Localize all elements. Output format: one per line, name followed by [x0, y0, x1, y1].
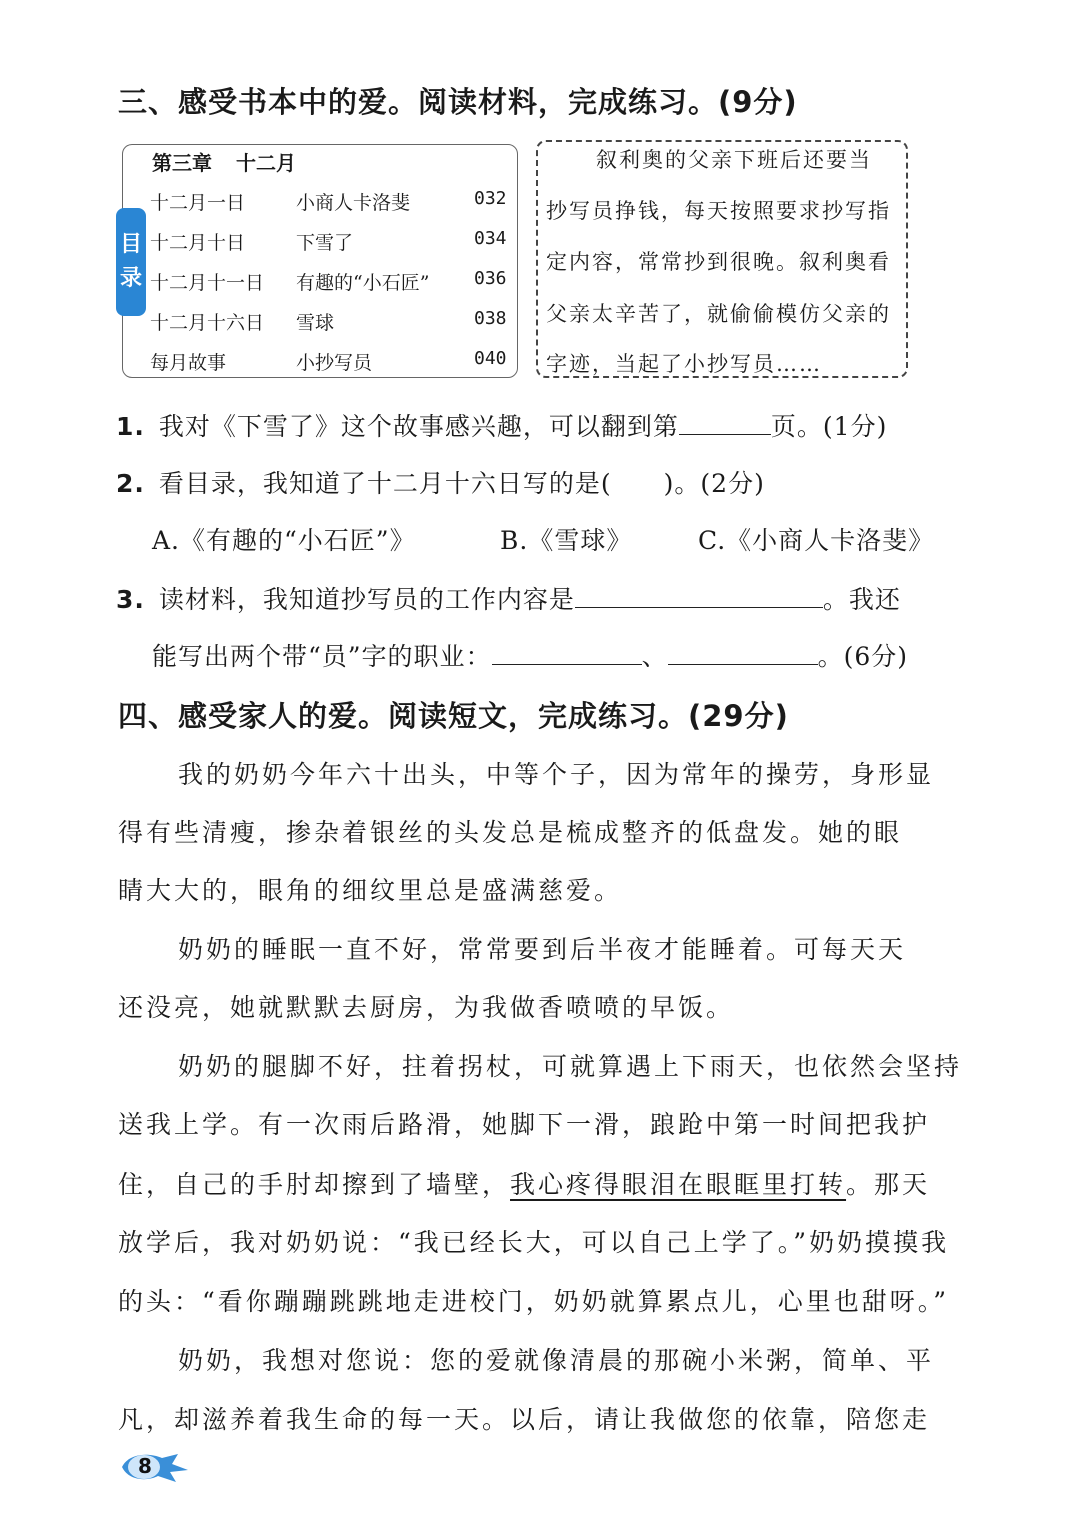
toc-header — [152, 147, 320, 176]
table-of-contents — [119, 144, 518, 378]
material-line: 抄写员挣钱，每天按照要求抄写指 — [546, 199, 891, 223]
question-1 — [116, 407, 887, 443]
page-number: 8 — [138, 1454, 152, 1478]
passage-text: 。那天 — [846, 1170, 931, 1199]
question-suffix: 。我还 — [822, 585, 901, 614]
answer-blank[interactable] — [492, 638, 642, 665]
question-number: 1. — [116, 412, 145, 441]
answer-blank[interactable] — [575, 581, 823, 608]
toc-tab-char: 录 — [119, 266, 142, 291]
toc-tab — [116, 208, 146, 316]
passage-line: 的头：“看你蹦蹦跳跳地走进校门，奶奶就算累点儿，心里也甜呀。” — [118, 1287, 950, 1316]
toc-date: 每月故事 — [150, 352, 227, 374]
toc-date: 十二月十日 — [150, 232, 246, 254]
question-3 — [116, 580, 901, 616]
material-line: 字迹，当起了小抄写员…… — [546, 352, 822, 376]
passage-line: 还没亮，她就默默去厨房，为我做香喷喷的早饭。 — [118, 993, 735, 1022]
toc-tab-char: 目 — [119, 232, 142, 257]
question-suffix: 页。(1分) — [770, 412, 888, 441]
passage-line: 我的奶奶今年六十出头，中等个子，因为常年的操劳，身形显 — [178, 760, 935, 789]
toc-row — [150, 308, 510, 338]
toc-page: 034 — [474, 228, 507, 249]
question-text: 读材料，我知道抄写员的工作内容是 — [158, 585, 575, 614]
toc-month: 十二月 — [236, 151, 296, 175]
material-line: 定内容，常常抄到很晚。叙利奥看 — [546, 250, 891, 274]
option-c[interactable]: C.《小商人卡洛斐》 — [698, 526, 935, 555]
toc-title: 小商人卡洛斐 — [296, 192, 411, 214]
page-badge-icon — [118, 1450, 190, 1484]
passage-line: 放学后，我对奶奶说：“我已经长大，可以自己上学了。”奶奶摸摸我 — [118, 1228, 950, 1257]
answer-blank[interactable] — [679, 408, 771, 435]
toc-page: 036 — [474, 268, 507, 289]
question-text: 我对《下雪了》这个故事感兴趣，可以翻到第 — [158, 412, 679, 441]
toc-row — [150, 268, 510, 298]
option-a[interactable]: A.《有趣的“小石匠”》 — [152, 526, 416, 555]
passage-line: 奶奶的腿脚不好，拄着拐杖，可就算遇上下雨天，也依然会坚持 — [178, 1052, 963, 1081]
option-b[interactable]: B.《雪球》 — [500, 526, 633, 555]
toc-title: 有趣的“小石匠” — [296, 272, 430, 294]
toc-row — [150, 228, 510, 258]
question-text: 能写出两个带“员”字的职业： — [152, 642, 492, 671]
passage-line: 得有些清瘦，掺杂着银丝的头发总是梳成整齐的低盘发。她的眼 — [118, 818, 903, 847]
toc-page: 040 — [474, 348, 507, 369]
answer-blank[interactable] — [668, 638, 818, 665]
question-3-line2 — [152, 637, 908, 673]
toc-title: 小抄写员 — [296, 352, 373, 374]
toc-chapter: 第三章 — [152, 151, 212, 175]
toc-date: 十二月一日 — [150, 192, 246, 214]
question-text: 看目录，我知道了十二月十六日写的是( )。(2分) — [158, 469, 765, 498]
section3-title: 三、感受书本中的爱。阅读材料，完成练习。(9分) — [118, 85, 798, 119]
material-line: 叙利奥的父亲下班后还要当 — [596, 148, 872, 172]
toc-page: 032 — [474, 188, 507, 209]
question-number: 2. — [116, 469, 145, 498]
toc-page: 038 — [474, 308, 507, 329]
toc-date: 十二月十六日 — [150, 312, 265, 334]
passage-line: 凡，却滋养着我生命的每一天。以后，请让我做您的依靠，陪您走 — [118, 1405, 931, 1434]
section4-title: 四、感受家人的爱。阅读短文，完成练习。(29分) — [118, 699, 789, 733]
separator: 、 — [641, 642, 668, 671]
question-2 — [116, 464, 765, 500]
material-line: 父亲太辛苦了，就偷偷模仿父亲的 — [546, 302, 891, 326]
toc-date: 十二月十一日 — [150, 272, 265, 294]
question-suffix: 。(6分) — [817, 642, 909, 671]
passage-text: 住，自己的手肘却擦到了墙壁， — [118, 1170, 511, 1199]
passage-line: 奶奶的睡眠一直不好，常常要到后半夜才能睡着。可每天天 — [178, 935, 907, 964]
passage-line: 睛大大的，眼角的细纹里总是盛满慈爱。 — [118, 876, 623, 905]
passage-line: 送我上学。有一次雨后路滑，她脚下一滑，踉跄中第一时间把我护 — [118, 1110, 931, 1139]
passage-line: 奶奶，我想对您说：您的爱就像清晨的那碗小米粥，简单、平 — [178, 1346, 935, 1375]
toc-row — [150, 348, 510, 378]
toc-row — [150, 188, 510, 218]
passage-line — [118, 1165, 930, 1201]
toc-title: 下雪了 — [296, 232, 354, 254]
underlined-sentence: 我心疼得眼泪在眼眶里打转 — [510, 1170, 847, 1199]
toc-title: 雪球 — [296, 312, 335, 334]
question-number: 3. — [116, 585, 145, 614]
